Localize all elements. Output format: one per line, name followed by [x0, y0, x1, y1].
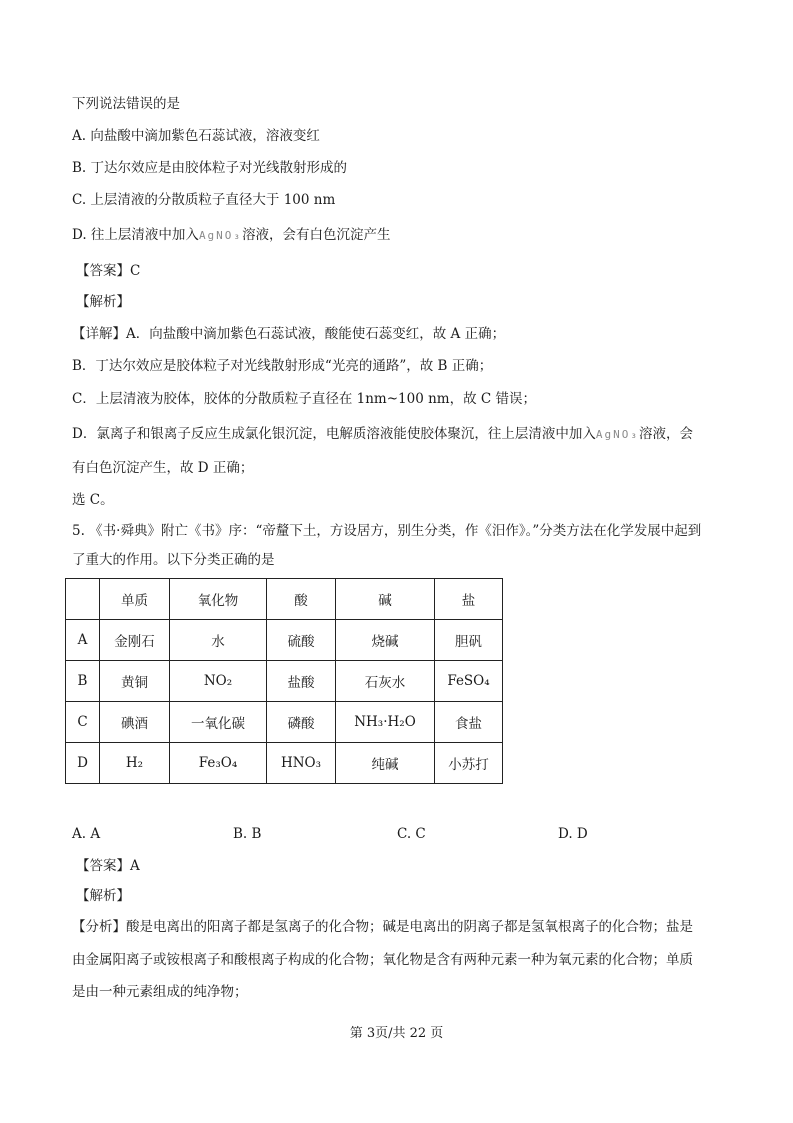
answer-value: C: [130, 263, 141, 279]
table-cell: NO₂: [170, 661, 267, 702]
table-cell: 金刚石: [100, 620, 170, 661]
q5-analysis-line: 是由一种元素组成的纯净物；: [72, 984, 248, 1000]
formula-agno3: AgNO₃: [595, 428, 639, 441]
table-cell: 硫酸: [267, 620, 336, 661]
table-cell: 水: [170, 620, 267, 661]
table-cell: 胆矾: [435, 620, 503, 661]
table-header-cell: 氧化物: [170, 579, 267, 620]
table-header-cell: 盐: [435, 579, 503, 620]
classification-table: [65, 578, 503, 784]
q4-option-c: C. 上层清液的分散质粒子直径大于 100 nm: [72, 192, 336, 208]
q4-detail-d-post: 溶液，会: [638, 426, 693, 442]
table-cell: FeSO₄: [435, 661, 503, 702]
table-cell: 小苏打: [435, 743, 503, 784]
q5-option-d: D. D: [558, 826, 588, 842]
q5-stem-line1: 5. 《书·舜典》附亡《书》序：“帝釐下土，方设居方，别生分类，作《汨作》。”分类方法在化学发展中起到: [72, 523, 702, 539]
table-header-cell: 碱: [336, 579, 435, 620]
q4-detail-a: 【详解】A．向盐酸中滴加紫色石蕊试液，酸能使石蕊变红，故 A 正确；: [72, 326, 506, 342]
q5-stem-line2: 了重大的作用。以下分类正确的是: [72, 552, 275, 568]
table-cell: NH₃·H₂O: [336, 702, 435, 743]
table-cell: 盐酸: [267, 661, 336, 702]
q4-answer: [76, 261, 140, 281]
table-cell: Fe₃O₄: [170, 743, 267, 784]
q5-option-c: C. C: [397, 826, 426, 842]
q4-detail-b: B．丁达尔效应是胶体粒子对光线散射形成“光亮的通路”，故 B 正确；: [72, 358, 493, 374]
q4-option-d-pre: D. 往上层清液中加入: [72, 227, 199, 243]
q4-detail-d-cont: 有白色沉淀产生，故 D 正确；: [72, 460, 254, 476]
q4-option-b: B. 丁达尔效应是由胶体粒子对光线散射形成的: [72, 160, 348, 176]
answer-tag: 【答案】: [76, 858, 130, 874]
q4-detail-d-pre: D．氯离子和银离子反应生成氯化银沉淀，电解质溶液能使胶体聚沉，往上层清液中加入: [72, 426, 596, 442]
table-cell: 一氧化碳: [170, 702, 267, 743]
q5-analysis-tag: 【解析】: [76, 888, 130, 904]
table-cell: 碘酒: [100, 702, 170, 743]
table-header-cell: 单质: [100, 579, 170, 620]
table-cell: B: [66, 661, 100, 702]
q5-answer: [76, 856, 140, 876]
q4-stem: 下列说法错误的是: [72, 96, 180, 112]
table-cell: A: [66, 620, 100, 661]
q4-option-d: [72, 225, 391, 246]
table-header-row: [66, 579, 503, 620]
table-cell: H₂: [100, 743, 170, 784]
page-footer: 第 3页/共 22 页: [349, 1026, 444, 1041]
table-cell: C: [66, 702, 100, 743]
formula-agno3: AgNO₃: [198, 229, 243, 242]
table-row: [66, 661, 503, 702]
table-cell: 磷酸: [267, 702, 336, 743]
table-cell: 食盐: [435, 702, 503, 743]
q4-option-d-post: 溶液，会有白色沉淀产生: [242, 227, 391, 243]
q4-choose: 选 C。: [72, 492, 114, 508]
q5-analysis-line: 由金属阳离子或铵根离子和酸根离子构成的化合物；氧化物是含有两种元素一种为氧元素的化合物；单质: [72, 952, 693, 968]
q5-option-b: B. B: [233, 826, 262, 842]
table-cell: HNO₃: [267, 743, 336, 784]
table-header-cell: [66, 579, 100, 620]
q5-option-a: A. A: [72, 826, 101, 842]
table-cell: 石灰水: [336, 661, 435, 702]
table-cell: 烧碱: [336, 620, 435, 661]
answer-value: A: [130, 858, 140, 874]
q4-option-a: A. 向盐酸中滴加紫色石蕊试液，溶液变红: [72, 128, 320, 144]
table-header-cell: 酸: [267, 579, 336, 620]
q4-detail-d: [72, 424, 693, 445]
table-row: [66, 620, 503, 661]
table-row: [66, 702, 503, 743]
table-row: [66, 743, 503, 784]
table-cell: D: [66, 743, 100, 784]
table-cell: 纯碱: [336, 743, 435, 784]
q4-detail-c: C．上层清液为胶体，胶体的分散质粒子直径在 1nm~100 nm，故 C 错误；: [72, 391, 536, 407]
answer-tag: 【答案】: [76, 263, 130, 279]
table-cell: 黄铜: [100, 661, 170, 702]
q4-analysis-tag: 【解析】: [76, 294, 130, 310]
q5-analysis-line: 【分析】酸是电离出的阳离子都是氢离子的化合物；碱是电离出的阴离子都是氢氧根离子的化合物；盐是: [72, 919, 693, 935]
